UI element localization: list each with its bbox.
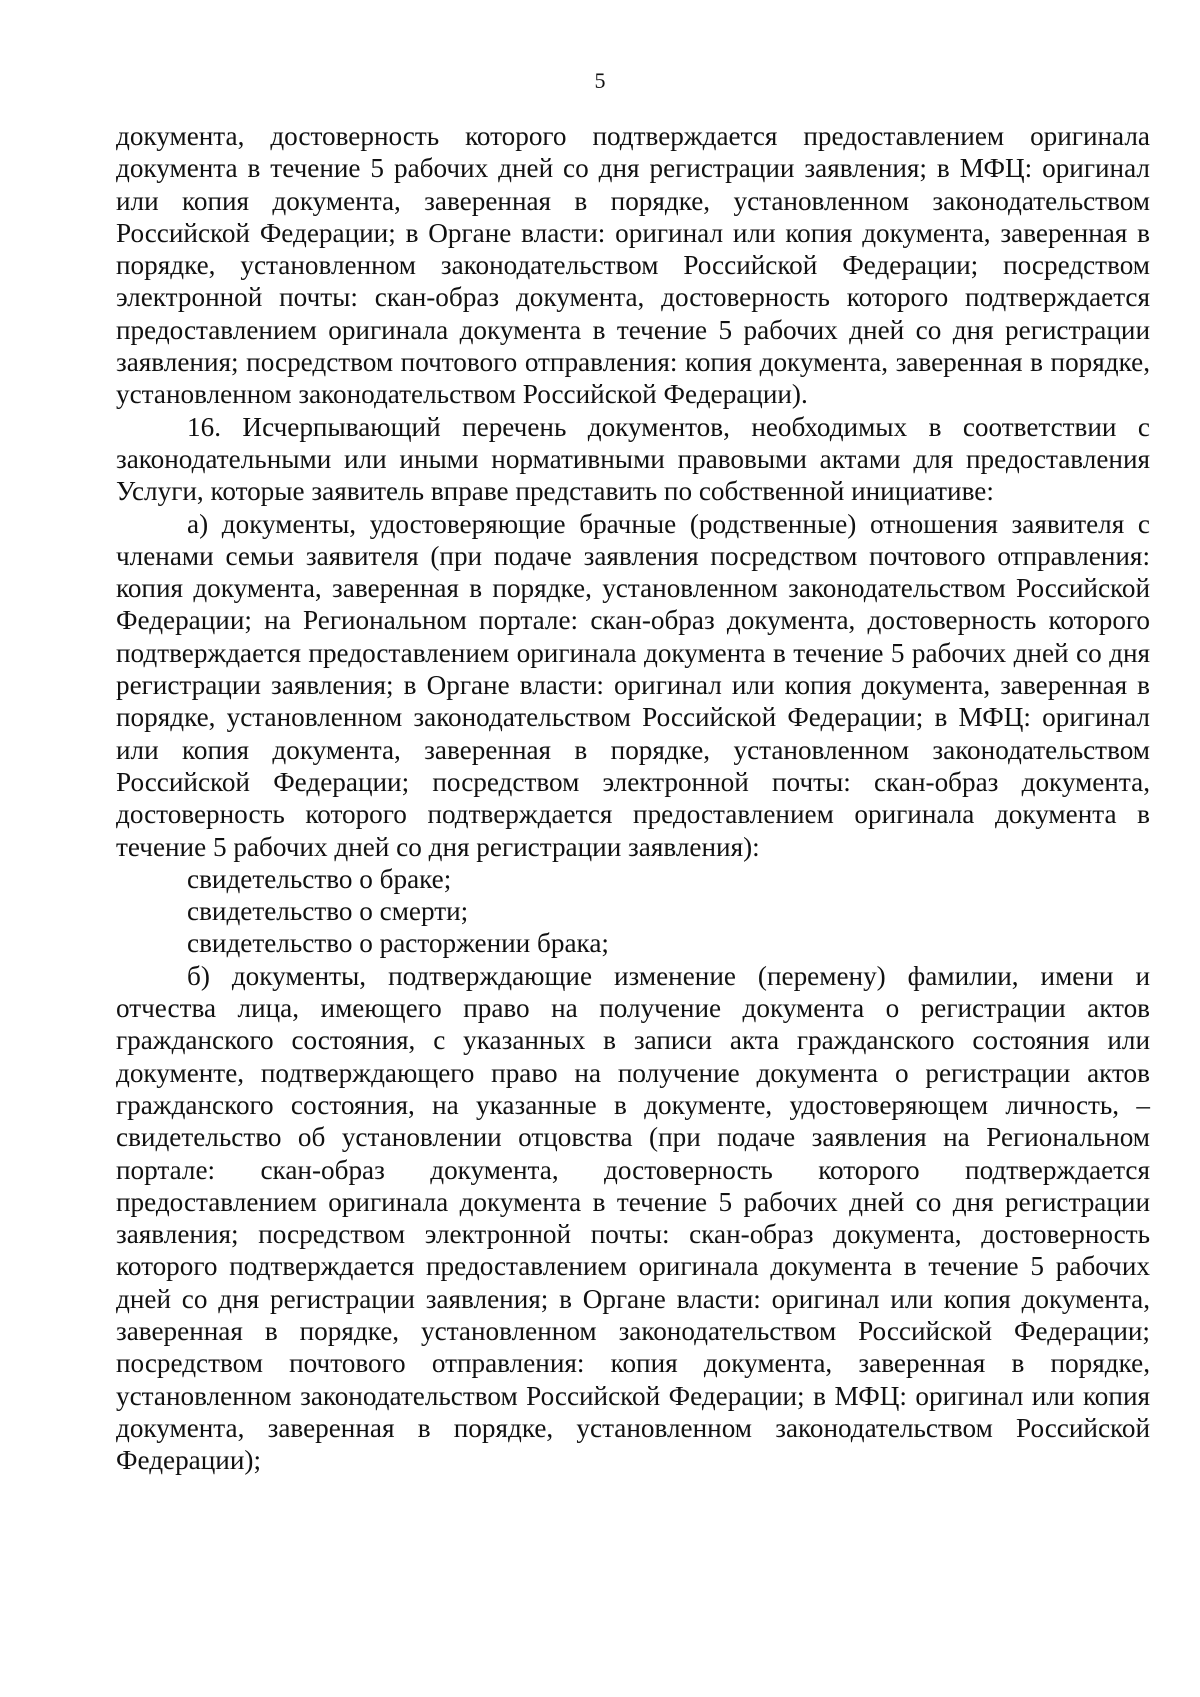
list-item: свидетельство о браке; [187,863,452,894]
document-body [116,120,1150,1476]
paragraph-subclause-b: б) документы, подтверждающие изменение (перемену) фамилии, имени и отчества лица, имеющего право на получение документа о регистрации актов гражданского состояния, с указанных в записи акта гражданского состояния или документе, подтверждающего право на получение документа о регистрации актов гражданского состояния, на указанные в документе, удостоверяющем личность, – свидетельство об установлении отцовства (при подаче заявления на Региональном портале: скан-образ документа, достоверность которого подтверждается предоставлением оригинала документа в течение 5 рабочих дней со дня регистрации заявления; посредством электронной почты: скан-образ документа, достоверность которого подтверждается предоставлением оригинала документа в течение 5 рабочих дней со дня регистрации заявления; в Органе власти: оригинал или копия документа, заверенная в порядке, установленном законодательством Российской Федерации; посредством почтового отправления: копия документа, заверенная в порядке, установленном законодательством Российской Федерации; в МФЦ: оригинал или копия документа, заверенная в порядке, установленном законодательством Российской Федерации); [116,960,1150,1476]
paragraph-clause-16: 16. Исчерпывающий перечень документов, необходимых в соответствии с законодательными или иными нормативными правовыми актами для предоставления Услуги, которые заявитель вправе представить по собственной инициативе: [116,411,1150,507]
paragraph-subclause-a: а) документы, удостоверяющие брачные (родственные) отношения заявителя с членами семьи заявителя (при подаче заявления посредством почтового отправления: копия документа, заверенная в порядке, установленном законодательством Российской Федерации; на Региональном портале: скан-образ документа, достоверность которого подтверждается предоставлением оригинала документа в течение 5 рабочих дней со дня регистрации заявления; в Органе власти: оригинал или копия документа, заверенная в порядке, установленном законодательством Российской Федерации; в МФЦ: оригинал или копия документа, заверенная в порядке, установленном законодательством Российской Федерации; посредством электронной почты: скан-образ документа, достоверность которого подтверждается предоставлением оригинала документа в течение 5 рабочих дней со дня регистрации заявления): [116,508,1150,862]
list-item: свидетельство о смерти; [187,896,469,927]
paragraph-continuation: документа, достоверность которого подтверждается предоставлением оригинала документа в течение 5 рабочих дней со дня регистрации заявления; в МФЦ: оригинал или копия документа, заверенная в порядке, установленном законодательством Российской Федерации; в Органе власти: оригинал или копия документа, заверенная в порядке, установленном законодательством Российской Федерации; посредством электронной почты: скан-образ документа, достоверность которого подтверждается предоставлением оригинала документа в течение 5 рабочих дней со дня регистрации заявления; посредством почтового отправления: копия документа, заверенная в порядке, установленном законодательством Российской Федерации). [116,121,1150,410]
list-item: свидетельство о расторжении брака; [187,928,609,959]
page-number: 5 [594,68,606,93]
